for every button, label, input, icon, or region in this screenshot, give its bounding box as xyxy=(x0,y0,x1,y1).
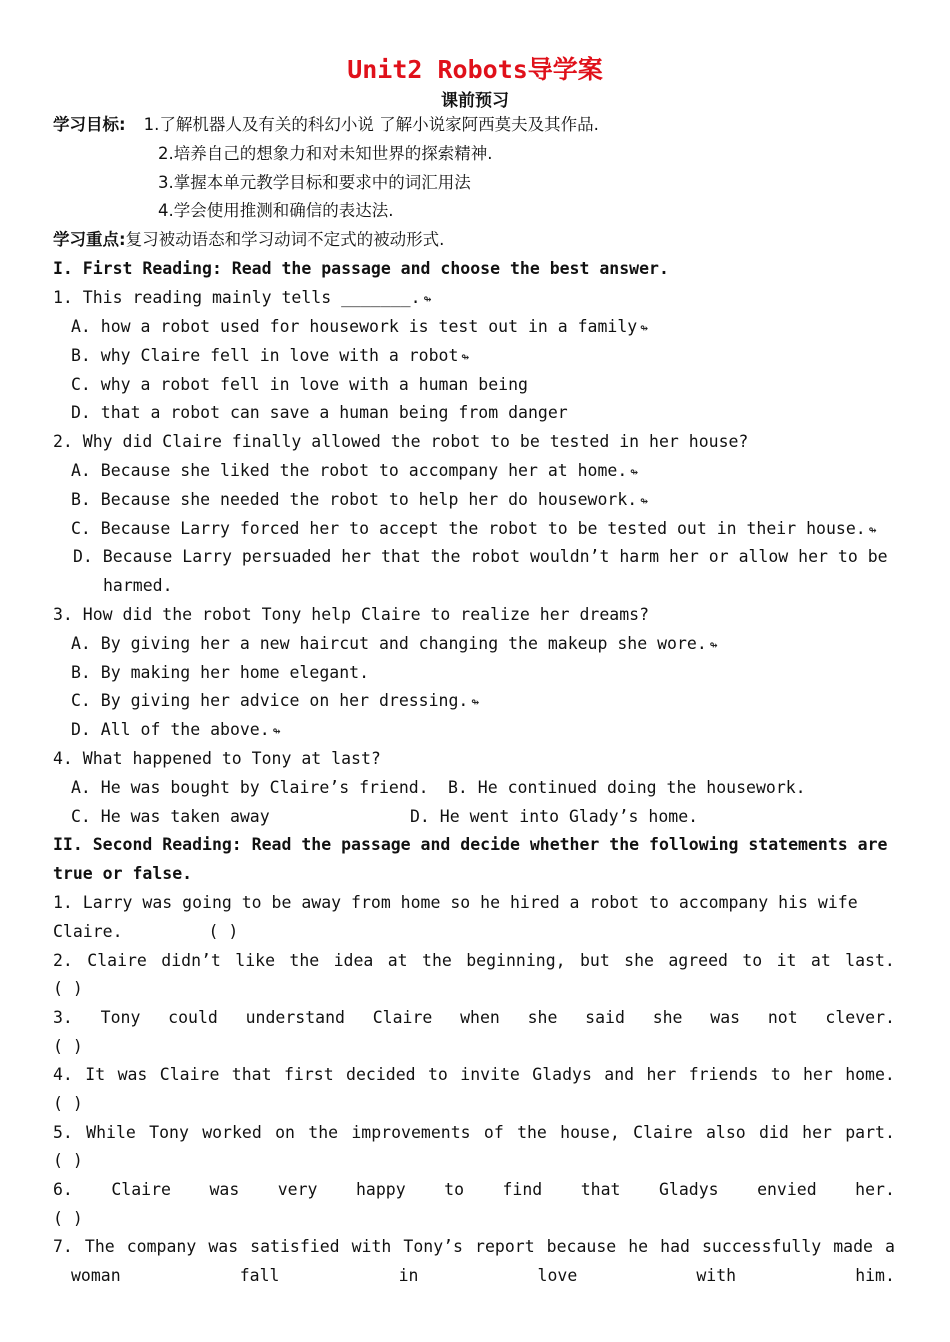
statement-6 xyxy=(53,1179,895,1201)
goal-item: 1.了解机器人及有关的科幻小说 了解小说家阿西莫夫及其作品. xyxy=(143,115,599,134)
statement-word: was xyxy=(209,1180,240,1199)
goals-label: 学习目标: xyxy=(53,115,126,134)
swirl-mark-icon: ↬ xyxy=(640,494,649,509)
statement-word: on xyxy=(275,1123,295,1142)
statement-word: of xyxy=(483,1123,504,1142)
question-4-stem: 4. What happened to Tony at last? xyxy=(53,749,381,768)
answer-blank[interactable]: ( ) xyxy=(53,979,83,998)
statement-word: with xyxy=(696,1266,737,1285)
statement-word: that xyxy=(580,1180,621,1199)
statement-word: in xyxy=(398,1266,419,1285)
statement-word: Gladys xyxy=(532,1065,592,1084)
option-text: A. how a robot used for housework is test out in a family xyxy=(71,317,638,336)
swirl-mark-icon: ↬ xyxy=(868,523,877,538)
option-c xyxy=(71,690,479,714)
option-b: B. By making her home elegant. xyxy=(71,663,370,682)
statement-word: had xyxy=(660,1237,690,1256)
statement-word: Tony xyxy=(149,1123,189,1142)
question-text: 1. This reading mainly tells _______. xyxy=(53,288,421,307)
answer-blank[interactable]: ( ) xyxy=(53,1209,83,1228)
statement-word: her xyxy=(802,1065,833,1084)
statement-1: 1. Larry was going to be away from home so he hired a robot to accompany his wife xyxy=(53,893,858,912)
focus-label: 学习重点: xyxy=(53,230,126,249)
option-d: D. He went into Glady’s home. xyxy=(410,807,699,826)
statement-word: agreed xyxy=(668,951,728,970)
statement-word: and xyxy=(604,1065,635,1084)
swirl-mark-icon: ↬ xyxy=(272,724,281,739)
statement-word: not xyxy=(767,1008,798,1027)
statement-word: house, xyxy=(560,1123,620,1142)
statement-word: her xyxy=(646,1065,677,1084)
statement-word: also xyxy=(705,1123,746,1142)
statement-word: like xyxy=(235,951,276,970)
page-subtitle: 课前预习 xyxy=(441,91,509,111)
option-a xyxy=(71,460,638,484)
goals-row-1 xyxy=(53,114,599,136)
statement-word: him. xyxy=(855,1266,895,1285)
swirl-mark-icon: ↬ xyxy=(471,695,480,710)
statement-word: successfully xyxy=(702,1237,822,1256)
swirl-mark-icon: ↬ xyxy=(709,638,718,653)
statement-word: company xyxy=(126,1237,197,1256)
option-c: C. why a robot fell in love with a human being xyxy=(71,375,528,394)
answer-blank[interactable]: ( ) xyxy=(53,1094,83,1113)
question-3-stem: 3. How did the robot Tony help Claire to realize her dreams? xyxy=(53,605,650,624)
statement-word: the xyxy=(422,951,452,970)
statement-word: with xyxy=(351,1237,392,1256)
statement-word: invite xyxy=(460,1065,520,1084)
statement-7-continued xyxy=(71,1265,895,1287)
question-1-stem xyxy=(53,287,431,311)
statement-word: the xyxy=(308,1123,339,1142)
statement-word: was xyxy=(208,1237,239,1256)
statement-5 xyxy=(53,1122,895,1144)
statement-word: very xyxy=(277,1180,318,1199)
answer-blank[interactable]: ( ) xyxy=(53,1151,83,1170)
statement-word: 2. xyxy=(53,951,73,970)
statement-word: Gladys xyxy=(658,1180,719,1199)
statement-word: because xyxy=(546,1237,617,1256)
goal-item: 3.掌握本单元教学目标和要求中的词汇用法 xyxy=(158,173,471,192)
statement-word: she xyxy=(652,1008,683,1027)
statement-word: happy xyxy=(355,1180,406,1199)
option-d xyxy=(71,719,281,743)
statement-word: Tony xyxy=(100,1008,141,1027)
statement-word: fall xyxy=(239,1266,280,1285)
statement-word: part. xyxy=(845,1123,895,1142)
statement-word: love xyxy=(537,1266,578,1285)
swirl-mark-icon: ↬ xyxy=(423,292,432,307)
statement-word: she xyxy=(527,1008,558,1027)
statement-word: find xyxy=(502,1180,543,1199)
statement-word: Claire xyxy=(111,1180,171,1199)
focus-text: 复习被动语态和学习动词不定式的被动形式. xyxy=(125,230,445,249)
statement-word: her xyxy=(802,1123,832,1142)
statement-word: Claire xyxy=(372,1008,433,1027)
statement-word: the xyxy=(289,951,320,970)
statement-word: that xyxy=(231,1065,272,1084)
statement-word: when xyxy=(460,1008,500,1027)
option-a xyxy=(71,316,648,340)
option-text: C. By giving her advice on her dressing. xyxy=(71,691,469,710)
option-text: B. why Claire fell in love with a robot xyxy=(71,346,459,365)
statement-word: to xyxy=(444,1180,465,1199)
statement-word: worked xyxy=(202,1123,262,1142)
statement-word: understand xyxy=(245,1008,345,1027)
statement-word: to xyxy=(427,1065,448,1084)
statement-word: she xyxy=(624,951,654,970)
statement-word: it xyxy=(776,951,797,970)
swirl-mark-icon: ↬ xyxy=(640,321,649,336)
statement-word: improvements xyxy=(351,1123,471,1142)
statement-word: Tony’s xyxy=(403,1237,463,1256)
statement-word: While xyxy=(86,1123,136,1142)
statement-word: the xyxy=(517,1123,547,1142)
option-d: D. that a robot can save a human being from danger xyxy=(71,403,568,422)
statement-word: first xyxy=(283,1065,334,1084)
statement-word: said xyxy=(585,1008,625,1027)
statement-word: 6. xyxy=(53,1180,73,1199)
option-d-continued: harmed. xyxy=(103,576,173,595)
statement-word: It xyxy=(85,1065,106,1084)
option-b: B. He continued doing the housework. xyxy=(448,778,806,797)
option-text: D. All of the above. xyxy=(71,720,270,739)
option-b xyxy=(71,489,648,513)
swirl-mark-icon: ↬ xyxy=(630,465,639,480)
statement-word: to xyxy=(742,951,763,970)
option-text: A. Because she liked the robot to accompany her at home. xyxy=(71,461,628,480)
option-a xyxy=(71,633,718,657)
statement-word: satisfied xyxy=(250,1237,340,1256)
statement-word: woman xyxy=(71,1266,121,1285)
statement-word: at xyxy=(810,951,831,970)
statement-word: Claire xyxy=(159,1065,220,1084)
statement-word: to xyxy=(770,1065,791,1084)
statement-word: made xyxy=(833,1237,873,1256)
statement-word: decided xyxy=(346,1065,416,1084)
option-d: D. Because Larry persuaded her that the robot wouldn’t harm her or allow her to be xyxy=(73,547,888,566)
statement-1-continued xyxy=(53,921,238,943)
statement-4 xyxy=(53,1064,895,1086)
statement-word: at xyxy=(387,951,408,970)
statement-word: did xyxy=(759,1123,789,1142)
goal-item: 2.培养自己的想象力和对未知世界的探索精神. xyxy=(158,144,493,163)
statement-text: Claire. xyxy=(53,922,123,941)
section1-heading: I. First Reading: Read the passage and choose the best answer. xyxy=(53,259,669,278)
swirl-mark-icon: ↬ xyxy=(461,350,470,365)
statement-3 xyxy=(53,1007,895,1029)
statement-7 xyxy=(53,1236,895,1258)
option-text: C. Because Larry forced her to accept the robot to be tested out in their house. xyxy=(71,519,866,538)
statement-word: a xyxy=(885,1237,895,1256)
statement-2 xyxy=(53,950,895,972)
statement-word: 3. xyxy=(53,1008,73,1027)
statement-word: beginning, xyxy=(466,951,566,970)
statement-word: 4. xyxy=(53,1065,73,1084)
statement-word: but xyxy=(579,951,610,970)
statement-word: home. xyxy=(845,1065,895,1084)
statement-word: envied xyxy=(757,1180,817,1199)
statement-word: Claire xyxy=(87,951,147,970)
statement-word: her. xyxy=(855,1180,895,1199)
option-c: C. He was taken away xyxy=(71,807,270,826)
statement-word: 5. xyxy=(53,1123,73,1142)
page-title: Unit2 Robots导学案 xyxy=(347,55,603,84)
statement-word: was xyxy=(710,1008,741,1027)
statement-word: could xyxy=(168,1008,218,1027)
focus-row xyxy=(53,229,444,251)
question-2-stem: 2. Why did Claire finally allowed the robot to be tested in her house? xyxy=(53,432,749,451)
option-a: A. He was bought by Claire’s friend. xyxy=(71,778,429,797)
statement-word: report xyxy=(475,1237,535,1256)
answer-blank[interactable]: ( ) xyxy=(208,922,239,941)
statement-word: idea xyxy=(333,951,374,970)
goal-item: 4.学会使用推测和确信的表达法. xyxy=(158,201,394,220)
statement-word: clever. xyxy=(825,1008,895,1027)
option-text: A. By giving her a new haircut and changing the makeup she wore. xyxy=(71,634,707,653)
option-b xyxy=(71,345,469,369)
statement-word: friends xyxy=(688,1065,759,1084)
section2-heading: II. Second Reading: Read the passage and decide whether the following statements are xyxy=(53,835,888,854)
section2-heading-continued: true or false. xyxy=(53,864,193,883)
statement-word: last. xyxy=(845,951,895,970)
statement-word: was xyxy=(117,1065,148,1084)
statement-word: 7. xyxy=(53,1237,73,1256)
statement-word: didn’t xyxy=(161,951,221,970)
option-text: B. Because she needed the robot to help her do housework. xyxy=(71,490,638,509)
statement-word: The xyxy=(84,1237,115,1256)
statement-word: he xyxy=(628,1237,649,1256)
statement-word: Claire xyxy=(633,1123,693,1142)
option-c xyxy=(71,518,877,542)
answer-blank[interactable]: ( ) xyxy=(53,1037,83,1056)
